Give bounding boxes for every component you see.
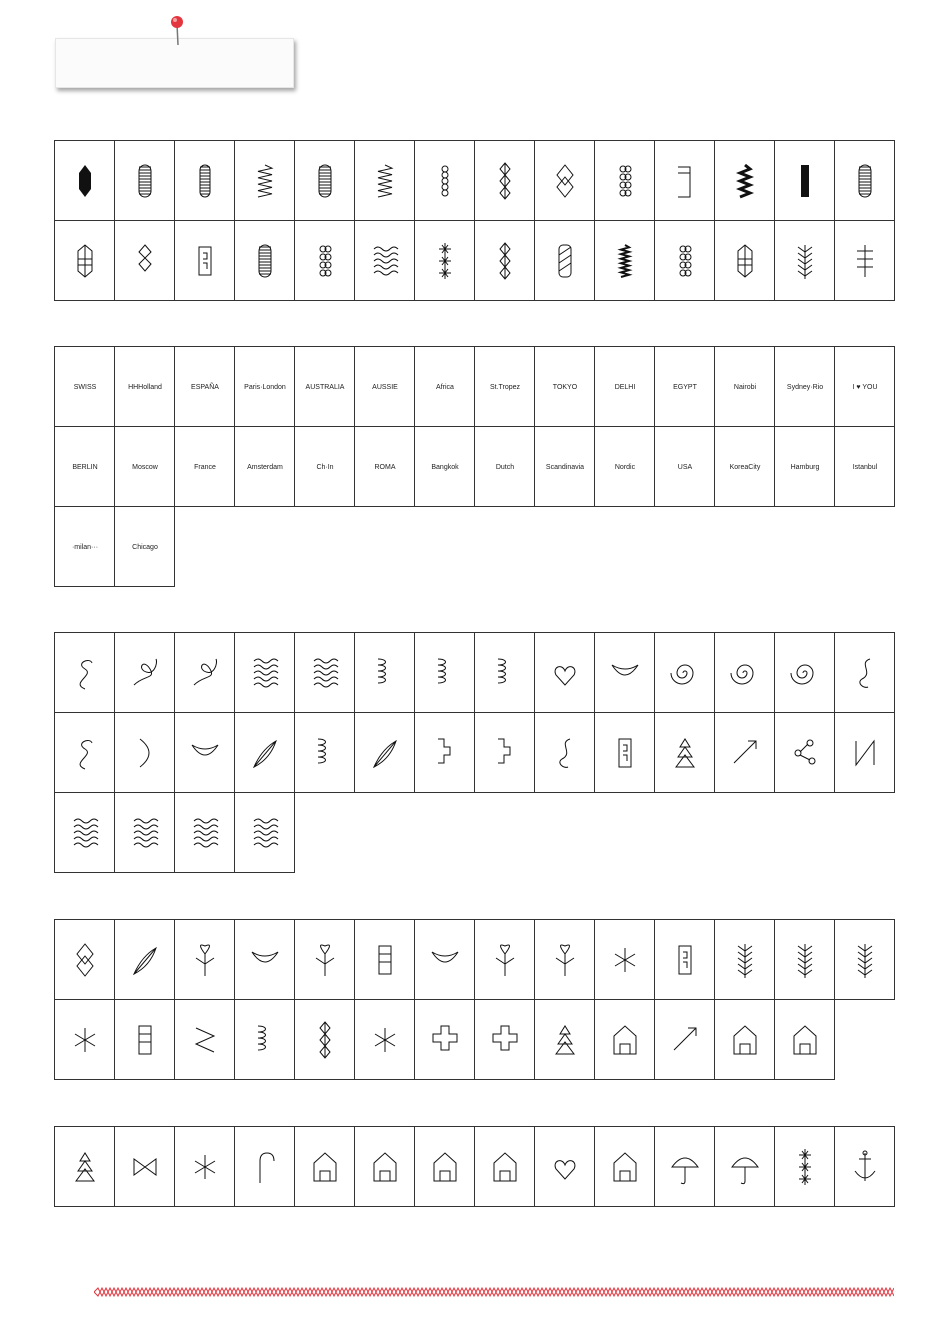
- stitch-cell[interactable]: [834, 712, 895, 793]
- totem-icon: [120, 1012, 170, 1068]
- fan-icon: [240, 932, 290, 988]
- city-label: St.Tropez: [489, 383, 520, 391]
- zigzag-icon: [240, 153, 290, 209]
- stitch-cell[interactable]: [114, 999, 175, 1080]
- leaves-icon: [360, 725, 410, 781]
- curls-icon: [480, 645, 530, 701]
- sun-hat-icon: [720, 1139, 770, 1195]
- stitch-cell[interactable]: [594, 220, 655, 301]
- stitch-cell[interactable]: [714, 632, 775, 713]
- city-label: France: [193, 463, 216, 471]
- stitch-cell[interactable]: [54, 220, 115, 301]
- flower-chain-icon: [420, 233, 470, 289]
- stitch-cell[interactable]: [774, 712, 835, 793]
- zigzag-v-icon: [840, 932, 890, 988]
- stitch-cell[interactable]: [774, 1126, 835, 1207]
- stitch-cell[interactable]: [54, 999, 115, 1080]
- stitch-cell[interactable]: [474, 712, 535, 793]
- heart-loop-icon: [540, 645, 590, 701]
- stitch-cell[interactable]: [594, 1126, 655, 1207]
- molecule-icon: [780, 725, 830, 781]
- stitch-cell[interactable]: [834, 632, 895, 713]
- steps-back-icon: [480, 725, 530, 781]
- tree-icon: [60, 1139, 110, 1195]
- city-stitch: [420, 439, 470, 495]
- palms-icon: [300, 932, 350, 988]
- gift-icon: [300, 1139, 350, 1195]
- dots-icon: [420, 153, 470, 209]
- stitch-cell[interactable]: [234, 1126, 295, 1207]
- city-label: Amsterdam: [246, 463, 283, 471]
- stitch-cell[interactable]: [474, 426, 535, 507]
- stitch-cell[interactable]: [114, 346, 175, 427]
- stitch-cell[interactable]: [414, 1126, 475, 1207]
- stitch-cell[interactable]: [54, 426, 115, 507]
- snowman-icon: [360, 1139, 410, 1195]
- double-loop-icon: [120, 645, 170, 701]
- stitch-cell[interactable]: [354, 712, 415, 793]
- stitch-cell[interactable]: [714, 140, 775, 221]
- city-stitch: [780, 439, 830, 495]
- stitch-cell[interactable]: [774, 220, 835, 301]
- scallop-icon: [420, 932, 470, 988]
- stitch-cell[interactable]: [294, 632, 355, 713]
- city-label: USA: [677, 463, 692, 471]
- arc-icon: [120, 725, 170, 781]
- stars-icon: [600, 932, 650, 988]
- stitch-cell[interactable]: [774, 140, 835, 221]
- stitch-cell[interactable]: [114, 632, 175, 713]
- cross-dense-icon: [600, 233, 650, 289]
- meander-icon: [240, 805, 290, 861]
- stitch-cell[interactable]: [414, 712, 475, 793]
- stitch-cell[interactable]: [234, 919, 295, 1000]
- city-label: ROMA: [374, 463, 395, 471]
- city-stitch: [600, 359, 650, 415]
- snow-arrow-icon: [780, 932, 830, 988]
- stitch-cell[interactable]: [474, 140, 535, 221]
- oval-icon: [60, 153, 110, 209]
- city-stitch: [300, 359, 350, 415]
- anchor-icon: [840, 1139, 890, 1195]
- stitch-cell[interactable]: [474, 220, 535, 301]
- stars-icon: [360, 1012, 410, 1068]
- stair-icon: [660, 153, 710, 209]
- city-label: Sydney·Rio: [786, 383, 823, 391]
- stitch-cell[interactable]: [174, 712, 235, 793]
- leaf-loop-icon: [240, 725, 290, 781]
- stitch-cell[interactable]: [114, 712, 175, 793]
- weave-icon: [180, 1012, 230, 1068]
- city-label: Istanbul: [852, 463, 877, 471]
- stitch-cell[interactable]: [834, 1126, 895, 1207]
- stitch-cell[interactable]: [114, 506, 175, 587]
- city-stitch: [660, 439, 710, 495]
- city-stitch: [60, 359, 110, 415]
- stitch-cell[interactable]: [474, 632, 535, 713]
- stitch-cell[interactable]: [474, 346, 535, 427]
- stitch-cell[interactable]: [534, 220, 595, 301]
- stitch-cell[interactable]: [174, 919, 235, 1000]
- stitch-cell[interactable]: [594, 632, 655, 713]
- stitch-cell[interactable]: [834, 220, 895, 301]
- triangles-icon: [660, 725, 710, 781]
- stitch-cell[interactable]: [54, 506, 115, 587]
- city-stitch: [60, 519, 110, 575]
- stitch-cell[interactable]: [774, 426, 835, 507]
- stitch-cell[interactable]: [654, 426, 715, 507]
- city-stitch: [540, 439, 590, 495]
- stitch-grid-ornamental: [54, 919, 896, 1079]
- stitch-cell[interactable]: [414, 919, 475, 1000]
- stitch-cell[interactable]: [294, 1126, 355, 1207]
- key-icon: [180, 233, 230, 289]
- city-label: Chicago: [131, 543, 158, 551]
- stitch-cell[interactable]: [54, 1126, 115, 1207]
- stitch-cell[interactable]: [234, 140, 295, 221]
- stitch-cell[interactable]: [534, 1126, 595, 1207]
- city-label: Nairobi: [733, 383, 756, 391]
- loop-tulip-icon: [60, 645, 110, 701]
- city-label: Africa: [435, 383, 454, 391]
- city-stitch: [120, 519, 170, 575]
- bow-icon: [120, 1139, 170, 1195]
- stitch-grid-decorative: [54, 140, 896, 300]
- stitch-cell[interactable]: [834, 346, 895, 427]
- city-stitch: [780, 359, 830, 415]
- cross-icon: [420, 1012, 470, 1068]
- stitch-cell[interactable]: [534, 140, 595, 221]
- cluster-icon: [600, 153, 650, 209]
- stitch-cell[interactable]: [834, 426, 895, 507]
- stitch-cell[interactable]: [774, 919, 835, 1000]
- city-stitch: [180, 439, 230, 495]
- stitch-cell[interactable]: [534, 346, 595, 427]
- city-label: KoreaCity: [729, 463, 760, 471]
- spiral-tail-icon: [780, 645, 830, 701]
- stitch-cell[interactable]: [174, 140, 235, 221]
- diamond-cross-icon: [480, 233, 530, 289]
- stitch-cell[interactable]: [534, 999, 595, 1080]
- stitch-cell[interactable]: [534, 712, 595, 793]
- stitch-cell[interactable]: [294, 426, 355, 507]
- stitch-cell[interactable]: [234, 792, 295, 873]
- stitch-cell[interactable]: [474, 919, 535, 1000]
- house-icon: [720, 1012, 770, 1068]
- stitch-cell[interactable]: [654, 999, 715, 1080]
- city-stitch: [540, 359, 590, 415]
- stitch-cell[interactable]: [234, 220, 295, 301]
- stitch-cell[interactable]: [54, 632, 115, 713]
- stitch-cell[interactable]: [354, 999, 415, 1080]
- city-label: TOKYO: [552, 383, 577, 391]
- ladder-icon: [840, 153, 890, 209]
- reindeer-icon: [420, 1139, 470, 1195]
- steps-icon: [420, 725, 470, 781]
- beads-icon: [300, 233, 350, 289]
- zz-box-icon: [360, 153, 410, 209]
- city-label: ESPAÑA: [190, 383, 219, 391]
- stitch-cell[interactable]: [594, 140, 655, 221]
- city-label: Scandinavia: [545, 463, 584, 471]
- stitch-cell[interactable]: [54, 346, 115, 427]
- stitch-cell[interactable]: [654, 632, 715, 713]
- city-label: EGYPT: [672, 383, 697, 391]
- stitch-cell[interactable]: [714, 346, 775, 427]
- stitch-cell[interactable]: [654, 140, 715, 221]
- stitch-cell[interactable]: [594, 426, 655, 507]
- stitch-cell[interactable]: [714, 220, 775, 301]
- stitch-grid-seasonal: [54, 1126, 896, 1206]
- fence-icon: [840, 233, 890, 289]
- bird-icon: [180, 932, 230, 988]
- chevron-icon: [720, 932, 770, 988]
- stitch-cell[interactable]: [174, 792, 235, 873]
- umbrella-icon: [660, 1139, 710, 1195]
- stitch-cell[interactable]: [714, 426, 775, 507]
- stitch-cell[interactable]: [114, 140, 175, 221]
- hex-grid-icon: [60, 233, 110, 289]
- stitch-cell[interactable]: [414, 220, 475, 301]
- ladder-icon: [300, 153, 350, 209]
- stitch-grid-cities: [54, 346, 896, 586]
- city-label: ·milan···: [71, 543, 98, 551]
- city-label: Bangkok: [430, 463, 459, 471]
- saw-icon: [720, 153, 770, 209]
- stitch-cell[interactable]: [174, 632, 235, 713]
- meander-icon: [60, 805, 110, 861]
- city-label: AUSTRALIA: [305, 383, 344, 391]
- diamond-cross-icon: [300, 1012, 350, 1068]
- stitch-cell[interactable]: [654, 220, 715, 301]
- stitch-cell[interactable]: [534, 426, 595, 507]
- stitch-cell[interactable]: [234, 426, 295, 507]
- city-label: Dutch: [495, 463, 514, 471]
- hex-grid-icon: [720, 233, 770, 289]
- meander-icon: [120, 805, 170, 861]
- ski-icon: [660, 1012, 710, 1068]
- city-label: Hamburg: [790, 463, 819, 471]
- greek-key-icon: [660, 932, 710, 988]
- stitch-cell[interactable]: [414, 999, 475, 1080]
- diamond-grid-icon: [540, 153, 590, 209]
- stitch-cell[interactable]: [234, 632, 295, 713]
- stitch-cell[interactable]: [174, 999, 235, 1080]
- stitch-cell[interactable]: [54, 712, 115, 793]
- city-stitch: [480, 439, 530, 495]
- city-label: SWISS: [73, 383, 96, 391]
- city-stitch: [420, 359, 470, 415]
- stitch-cell[interactable]: [174, 426, 235, 507]
- stitch-cell[interactable]: [774, 632, 835, 713]
- pushpin-icon: [167, 14, 187, 46]
- fan-icon: [180, 725, 230, 781]
- stitch-cell[interactable]: [54, 919, 115, 1000]
- stitch-cell[interactable]: [594, 712, 655, 793]
- city-label: Moscow: [131, 463, 158, 471]
- slash-bar-icon: [540, 233, 590, 289]
- stitch-cell[interactable]: [414, 632, 475, 713]
- bud-icon: [60, 725, 110, 781]
- stitch-cell[interactable]: [174, 1126, 235, 1207]
- city-label: DELHI: [614, 383, 635, 391]
- bunny-icon: [600, 1139, 650, 1195]
- zigzag-border: [94, 1286, 894, 1298]
- spiral-icon: [720, 645, 770, 701]
- flowers-icon: [660, 233, 710, 289]
- stitch-cell[interactable]: [294, 712, 355, 793]
- waves-icon: [240, 645, 290, 701]
- stitch-cell[interactable]: [714, 919, 775, 1000]
- city-stitch: [360, 359, 410, 415]
- city-stitch: [720, 439, 770, 495]
- city-stitch: [180, 359, 230, 415]
- diamond-grid-icon: [60, 932, 110, 988]
- city-stitch: [360, 439, 410, 495]
- stitch-cell[interactable]: [714, 1126, 775, 1207]
- stitch-cell[interactable]: [234, 999, 295, 1080]
- stitch-grid-quilting: [54, 632, 896, 872]
- snowflake-tree-icon: [60, 1012, 110, 1068]
- hearts-icon: [540, 1139, 590, 1195]
- stitch-cell[interactable]: [294, 346, 355, 427]
- candy-cane-icon: [240, 1139, 290, 1195]
- vine-icon: [300, 725, 350, 781]
- stitch-cell[interactable]: [354, 346, 415, 427]
- stitch-cell[interactable]: [654, 1126, 715, 1207]
- stitch-cell[interactable]: [534, 632, 595, 713]
- cat-icon: [480, 1139, 530, 1195]
- city-stitch: [600, 439, 650, 495]
- stitch-cell[interactable]: [354, 919, 415, 1000]
- city-label: Paris·London: [243, 383, 286, 391]
- stitch-cell[interactable]: [354, 632, 415, 713]
- stitch-cell[interactable]: [774, 999, 835, 1080]
- bar-icon: [780, 153, 830, 209]
- coil-icon: [360, 645, 410, 701]
- meander-icon: [180, 805, 230, 861]
- stitch-cell[interactable]: [114, 919, 175, 1000]
- ladder-icon: [120, 153, 170, 209]
- stitch-cell[interactable]: [174, 346, 235, 427]
- stitch-cell[interactable]: [594, 346, 655, 427]
- spiral-hook-icon: [660, 645, 710, 701]
- city-stitch: [240, 439, 290, 495]
- stitch-cell[interactable]: [234, 712, 295, 793]
- stitch-cell[interactable]: [534, 919, 595, 1000]
- stitch-cell[interactable]: [594, 999, 655, 1080]
- stitch-cell[interactable]: [834, 140, 895, 221]
- stitch-cell[interactable]: [54, 140, 115, 221]
- stitch-cell[interactable]: [234, 346, 295, 427]
- city-stitch: [300, 439, 350, 495]
- city-stitch: [720, 359, 770, 415]
- stitch-cell[interactable]: [294, 919, 355, 1000]
- city-label: Nordic: [614, 463, 635, 471]
- stitch-cell[interactable]: [654, 919, 715, 1000]
- stitch-cell[interactable]: [414, 140, 475, 221]
- pillars-icon: [360, 932, 410, 988]
- city-stitch: [480, 359, 530, 415]
- stitch-cell[interactable]: [414, 346, 475, 427]
- city-label: Ch·In: [315, 463, 334, 471]
- paisley-icon: [240, 1012, 290, 1068]
- stitch-cell[interactable]: [54, 792, 115, 873]
- greek-key-icon: [600, 725, 650, 781]
- tulips-icon: [540, 932, 590, 988]
- stitch-cell[interactable]: [414, 426, 475, 507]
- stitch-cell[interactable]: [594, 919, 655, 1000]
- stitch-cell[interactable]: [474, 1126, 535, 1207]
- ginkgo-icon: [600, 645, 650, 701]
- boot-icon: [600, 1012, 650, 1068]
- city-stitch: [60, 439, 110, 495]
- waves-icon: [300, 645, 350, 701]
- diamond-chain-icon: [120, 233, 170, 289]
- flower-chain-icon: [780, 1139, 830, 1195]
- cross-icon: [480, 1012, 530, 1068]
- stitch-cell[interactable]: [114, 792, 175, 873]
- snowflake-icon: [180, 1139, 230, 1195]
- stitch-cell[interactable]: [654, 712, 715, 793]
- triangles-icon: [540, 1012, 590, 1068]
- city-stitch: [660, 359, 710, 415]
- city-label: HHHolland: [127, 383, 162, 391]
- stitch-cell[interactable]: [474, 999, 535, 1080]
- wave-line-icon: [540, 725, 590, 781]
- cat-icon: [780, 1012, 830, 1068]
- flourish-icon: [420, 645, 470, 701]
- zigzag-n-icon: [840, 725, 890, 781]
- s-curve-icon: [840, 645, 890, 701]
- arrow-bow-icon: [720, 725, 770, 781]
- city-stitch: [240, 359, 290, 415]
- stitch-cell[interactable]: [114, 220, 175, 301]
- ladder-icon: [240, 233, 290, 289]
- city-label: BERLIN: [71, 463, 98, 471]
- city-stitch: [120, 439, 170, 495]
- stitch-cell[interactable]: [354, 140, 415, 221]
- stitch-cell[interactable]: [294, 140, 355, 221]
- stitch-cell[interactable]: [294, 220, 355, 301]
- city-stitch: [840, 359, 890, 415]
- stitch-cell[interactable]: [714, 712, 775, 793]
- city-label: I ♥ YOU: [851, 383, 878, 391]
- stitch-cell[interactable]: [714, 999, 775, 1080]
- waves-icon: [360, 233, 410, 289]
- city-stitch: [840, 439, 890, 495]
- stitch-cell[interactable]: [654, 346, 715, 427]
- stitch-cell[interactable]: [834, 919, 895, 1000]
- loops-icon: [180, 645, 230, 701]
- stitch-cell[interactable]: [174, 220, 235, 301]
- stitch-cell[interactable]: [354, 1126, 415, 1207]
- stitch-cell[interactable]: [354, 426, 415, 507]
- chevron-icon: [780, 233, 830, 289]
- stitch-cell[interactable]: [354, 220, 415, 301]
- ribbon-icon: [180, 153, 230, 209]
- stitch-cell[interactable]: [294, 999, 355, 1080]
- flower-icon: [480, 932, 530, 988]
- stitch-cell[interactable]: [774, 346, 835, 427]
- stitch-cell[interactable]: [114, 426, 175, 507]
- city-stitch: [120, 359, 170, 415]
- city-label: AUSSIE: [371, 383, 398, 391]
- stitch-cell[interactable]: [114, 1126, 175, 1207]
- diamond-cross-icon: [480, 153, 530, 209]
- feather-icon: [120, 932, 170, 988]
